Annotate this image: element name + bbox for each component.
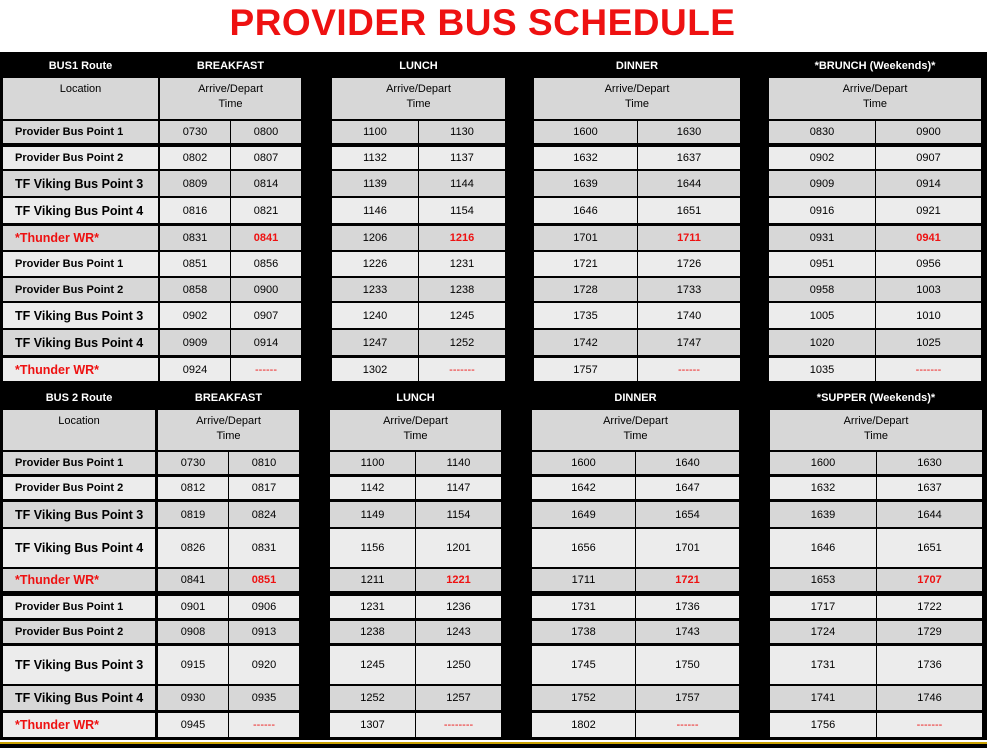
- arrive-time: 1149: [330, 502, 415, 527]
- arrive-time: 1741: [770, 686, 876, 710]
- arrive-time: 0902: [769, 147, 875, 169]
- depart-time: 1154: [416, 502, 501, 527]
- route-section: [0, 52, 987, 384]
- depart-time: 0807: [231, 147, 301, 169]
- arrive-time: 1656: [532, 529, 635, 567]
- arrive-time: 1642: [532, 477, 635, 499]
- depart-time: 0824: [229, 502, 299, 527]
- arrive-time: 0816: [160, 198, 230, 223]
- depart-time: 0914: [231, 330, 301, 355]
- arrive-time: 0858: [160, 278, 230, 301]
- arrive-time: 1711: [532, 569, 635, 591]
- arrive-time: 1100: [332, 121, 418, 143]
- route-header: BUS 2 Route: [45, 392, 113, 404]
- depart-time: 1651: [877, 529, 982, 567]
- depart-time: -------: [419, 358, 505, 381]
- depart-time: 1630: [877, 452, 982, 474]
- arrive-time: 0901: [158, 596, 228, 618]
- depart-time: 1701: [636, 529, 739, 567]
- time-header-line1: Arrive/Depart: [196, 415, 261, 427]
- depart-time: 1140: [416, 452, 501, 474]
- location-cell: *Thunder WR*: [3, 226, 158, 250]
- location-cell: Provider Bus Point 1: [3, 596, 155, 618]
- arrive-time: 1233: [332, 278, 418, 301]
- depart-time: 0841: [231, 226, 301, 250]
- arrive-time: 1247: [332, 330, 418, 355]
- depart-time: 1144: [419, 171, 505, 196]
- depart-time: 1726: [638, 252, 740, 276]
- depart-time: 1238: [419, 278, 505, 301]
- arrive-time: 0915: [158, 646, 228, 684]
- depart-time: 1733: [638, 278, 740, 301]
- depart-time: 1130: [419, 121, 505, 143]
- arrive-time: 0830: [769, 121, 875, 143]
- depart-time: 1757: [636, 686, 739, 710]
- time-header-line2: Time: [216, 430, 241, 442]
- meal-header: LUNCH: [396, 392, 435, 404]
- depart-time: 1236: [416, 596, 501, 618]
- depart-time: 0920: [229, 646, 299, 684]
- depart-time: 1729: [877, 621, 982, 643]
- meal-header: BREAKFAST: [196, 60, 265, 72]
- arrive-time: 1721: [534, 252, 637, 276]
- arrive-time: 1639: [534, 171, 637, 196]
- location-cell: TF Viking Bus Point 4: [3, 686, 155, 710]
- depart-time: 1746: [877, 686, 982, 710]
- arrive-time: 1731: [532, 596, 635, 618]
- time-header-line2: Time: [863, 430, 889, 442]
- time-header-line2: Time: [862, 98, 888, 110]
- depart-time: 0900: [231, 278, 301, 301]
- depart-time: 1154: [419, 198, 505, 223]
- depart-time: 1644: [877, 502, 982, 527]
- time-header: [769, 78, 981, 119]
- depart-time: 0856: [231, 252, 301, 276]
- location-header: Location: [3, 78, 158, 119]
- time-header-line1: Arrive/Depart: [842, 83, 908, 95]
- arrive-time: 1206: [332, 226, 418, 250]
- arrive-time: 1717: [770, 596, 876, 618]
- depart-time: 1243: [416, 621, 501, 643]
- location-header: Location: [3, 410, 155, 450]
- arrive-time: 0909: [160, 330, 230, 355]
- arrive-time: 0908: [158, 621, 228, 643]
- arrive-time: 1600: [534, 121, 637, 143]
- meal-header: *SUPPER (Weekends)*: [816, 392, 936, 404]
- time-header-line1: Arrive/Depart: [604, 83, 670, 95]
- arrive-time: 1240: [332, 303, 418, 328]
- time-header: [160, 78, 301, 119]
- time-header-line1: Arrive/Depart: [198, 83, 263, 95]
- depart-time: 1231: [419, 252, 505, 276]
- location-cell: Provider Bus Point 2: [3, 278, 158, 301]
- location-cell: TF Viking Bus Point 3: [3, 646, 155, 684]
- route-section: [0, 384, 987, 740]
- location-cell: TF Viking Bus Point 3: [3, 502, 155, 527]
- bottom-accent-line: [0, 742, 987, 744]
- depart-time: 1216: [419, 226, 505, 250]
- depart-time: 0914: [876, 171, 981, 196]
- depart-time: 0831: [229, 529, 299, 567]
- arrive-time: 1731: [770, 646, 876, 684]
- location-cell: Provider Bus Point 2: [3, 621, 155, 643]
- depart-time: 1252: [419, 330, 505, 355]
- arrive-time: 1020: [769, 330, 875, 355]
- depart-time: 1640: [636, 452, 739, 474]
- depart-time: 1201: [416, 529, 501, 567]
- arrive-time: 0819: [158, 502, 228, 527]
- location-cell: Provider Bus Point 1: [3, 452, 155, 474]
- depart-time: 1750: [636, 646, 739, 684]
- time-header-line2: Time: [624, 98, 650, 110]
- depart-time: --------: [416, 713, 501, 737]
- depart-time: 1630: [638, 121, 740, 143]
- arrive-time: 0924: [160, 358, 230, 381]
- arrive-time: 0902: [160, 303, 230, 328]
- depart-time: 0851: [229, 569, 299, 591]
- arrive-time: 1156: [330, 529, 415, 567]
- depart-time: ------: [229, 713, 299, 737]
- depart-time: 0921: [876, 198, 981, 223]
- depart-time: ------: [636, 713, 739, 737]
- depart-time: 1003: [876, 278, 981, 301]
- time-header: [534, 78, 740, 119]
- arrive-time: 1757: [534, 358, 637, 381]
- time-header: [532, 410, 739, 450]
- arrive-time: 1035: [769, 358, 875, 381]
- arrive-time: 1231: [330, 596, 415, 618]
- arrive-time: 1735: [534, 303, 637, 328]
- depart-time: 0817: [229, 477, 299, 499]
- arrive-time: 0851: [160, 252, 230, 276]
- arrive-time: 1728: [534, 278, 637, 301]
- arrive-time: 0958: [769, 278, 875, 301]
- time-header: [332, 78, 505, 119]
- arrive-time: 1745: [532, 646, 635, 684]
- arrive-time: 0909: [769, 171, 875, 196]
- arrive-time: 1738: [532, 621, 635, 643]
- location-cell: Provider Bus Point 2: [3, 147, 158, 169]
- depart-time: 1747: [638, 330, 740, 355]
- arrive-time: 0730: [160, 121, 230, 143]
- time-header: [158, 410, 299, 450]
- arrive-time: 0730: [158, 452, 228, 474]
- depart-time: 0907: [876, 147, 981, 169]
- location-cell: *Thunder WR*: [3, 358, 158, 381]
- arrive-time: 1142: [330, 477, 415, 499]
- arrive-time: 0931: [769, 226, 875, 250]
- location-cell: Provider Bus Point 2: [3, 477, 155, 499]
- location-cell: TF Viking Bus Point 4: [3, 198, 158, 223]
- depart-time: 1637: [638, 147, 740, 169]
- time-header-line1: Arrive/Depart: [843, 415, 909, 427]
- depart-time: ------: [231, 358, 301, 381]
- meal-header: *BRUNCH (Weekends)*: [814, 60, 936, 72]
- location-cell: Provider Bus Point 1: [3, 121, 158, 143]
- time-header-line1: Arrive/Depart: [603, 415, 668, 427]
- location-cell: TF Viking Bus Point 4: [3, 529, 155, 567]
- arrive-time: 1252: [330, 686, 415, 710]
- arrive-time: 0809: [160, 171, 230, 196]
- depart-time: ------: [638, 358, 740, 381]
- depart-time: -------: [876, 358, 981, 381]
- arrive-time: 0802: [160, 147, 230, 169]
- arrive-time: 1211: [330, 569, 415, 591]
- depart-time: 0941: [876, 226, 981, 250]
- depart-time: 1722: [877, 596, 982, 618]
- time-header-line1: Arrive/Depart: [386, 83, 451, 95]
- depart-time: 0821: [231, 198, 301, 223]
- arrive-time: 1245: [330, 646, 415, 684]
- depart-time: 0814: [231, 171, 301, 196]
- arrive-time: 0930: [158, 686, 228, 710]
- depart-time: 0935: [229, 686, 299, 710]
- arrive-time: 1632: [534, 147, 637, 169]
- arrive-time: 1724: [770, 621, 876, 643]
- depart-time: 1644: [638, 171, 740, 196]
- arrive-time: 1100: [330, 452, 415, 474]
- arrive-time: 1646: [534, 198, 637, 223]
- depart-time: 0900: [876, 121, 981, 143]
- arrive-time: 0841: [158, 569, 228, 591]
- depart-time: 1707: [877, 569, 982, 591]
- arrive-time: 0812: [158, 477, 228, 499]
- time-header-line1: Arrive/Depart: [383, 415, 448, 427]
- depart-time: 1711: [638, 226, 740, 250]
- depart-time: 0906: [229, 596, 299, 618]
- location-cell: TF Viking Bus Point 3: [3, 303, 158, 328]
- arrive-time: 1226: [332, 252, 418, 276]
- arrive-time: 0831: [160, 226, 230, 250]
- arrive-time: 1302: [332, 358, 418, 381]
- depart-time: 1221: [416, 569, 501, 591]
- depart-time: 0800: [231, 121, 301, 143]
- meal-header: DINNER: [615, 60, 659, 72]
- arrive-time: 0945: [158, 713, 228, 737]
- meal-header: LUNCH: [399, 60, 438, 72]
- arrive-time: 1756: [770, 713, 876, 737]
- arrive-time: 1701: [534, 226, 637, 250]
- arrive-time: 1600: [532, 452, 635, 474]
- depart-time: 1637: [877, 477, 982, 499]
- time-header-line2: Time: [406, 98, 431, 110]
- depart-time: 1721: [636, 569, 739, 591]
- route-header: BUS1 Route: [48, 60, 113, 72]
- arrive-time: 0951: [769, 252, 875, 276]
- time-header-line2: Time: [403, 430, 428, 442]
- meal-header: BREAKFAST: [194, 392, 263, 404]
- time-header-line2: Time: [623, 430, 648, 442]
- depart-time: 1736: [877, 646, 982, 684]
- meal-header: DINNER: [614, 392, 657, 404]
- page-title: PROVIDER BUS SCHEDULE: [229, 2, 736, 43]
- depart-time: 1137: [419, 147, 505, 169]
- arrive-time: 1653: [770, 569, 876, 591]
- depart-time: 1647: [636, 477, 739, 499]
- arrive-time: 1639: [770, 502, 876, 527]
- depart-time: 1651: [638, 198, 740, 223]
- location-cell: Provider Bus Point 1: [3, 252, 158, 276]
- arrive-time: 1146: [332, 198, 418, 223]
- depart-time: 1250: [416, 646, 501, 684]
- depart-time: 0956: [876, 252, 981, 276]
- depart-time: 1654: [636, 502, 739, 527]
- depart-time: 0907: [231, 303, 301, 328]
- arrive-time: 1632: [770, 477, 876, 499]
- arrive-time: 1238: [330, 621, 415, 643]
- depart-time: 1010: [876, 303, 981, 328]
- arrive-time: 0826: [158, 529, 228, 567]
- arrive-time: 1802: [532, 713, 635, 737]
- location-cell: TF Viking Bus Point 3: [3, 171, 158, 196]
- depart-time: 1147: [416, 477, 501, 499]
- depart-time: 0913: [229, 621, 299, 643]
- time-header: [330, 410, 501, 450]
- arrive-time: 1752: [532, 686, 635, 710]
- depart-time: 1025: [876, 330, 981, 355]
- location-cell: *Thunder WR*: [3, 713, 155, 737]
- depart-time: 0810: [229, 452, 299, 474]
- depart-time: 1257: [416, 686, 501, 710]
- arrive-time: 1600: [770, 452, 876, 474]
- depart-time: -------: [877, 713, 982, 737]
- arrive-time: 0916: [769, 198, 875, 223]
- time-header: [770, 410, 982, 450]
- arrive-time: 1649: [532, 502, 635, 527]
- arrive-time: 1139: [332, 171, 418, 196]
- depart-time: 1740: [638, 303, 740, 328]
- location-cell: *Thunder WR*: [3, 569, 155, 591]
- depart-time: 1245: [419, 303, 505, 328]
- depart-time: 1736: [636, 596, 739, 618]
- depart-time: 1743: [636, 621, 739, 643]
- arrive-time: 1132: [332, 147, 418, 169]
- arrive-time: 1307: [330, 713, 415, 737]
- arrive-time: 1646: [770, 529, 876, 567]
- location-cell: TF Viking Bus Point 4: [3, 330, 158, 355]
- arrive-time: 1742: [534, 330, 637, 355]
- time-header-line2: Time: [218, 98, 243, 110]
- arrive-time: 1005: [769, 303, 875, 328]
